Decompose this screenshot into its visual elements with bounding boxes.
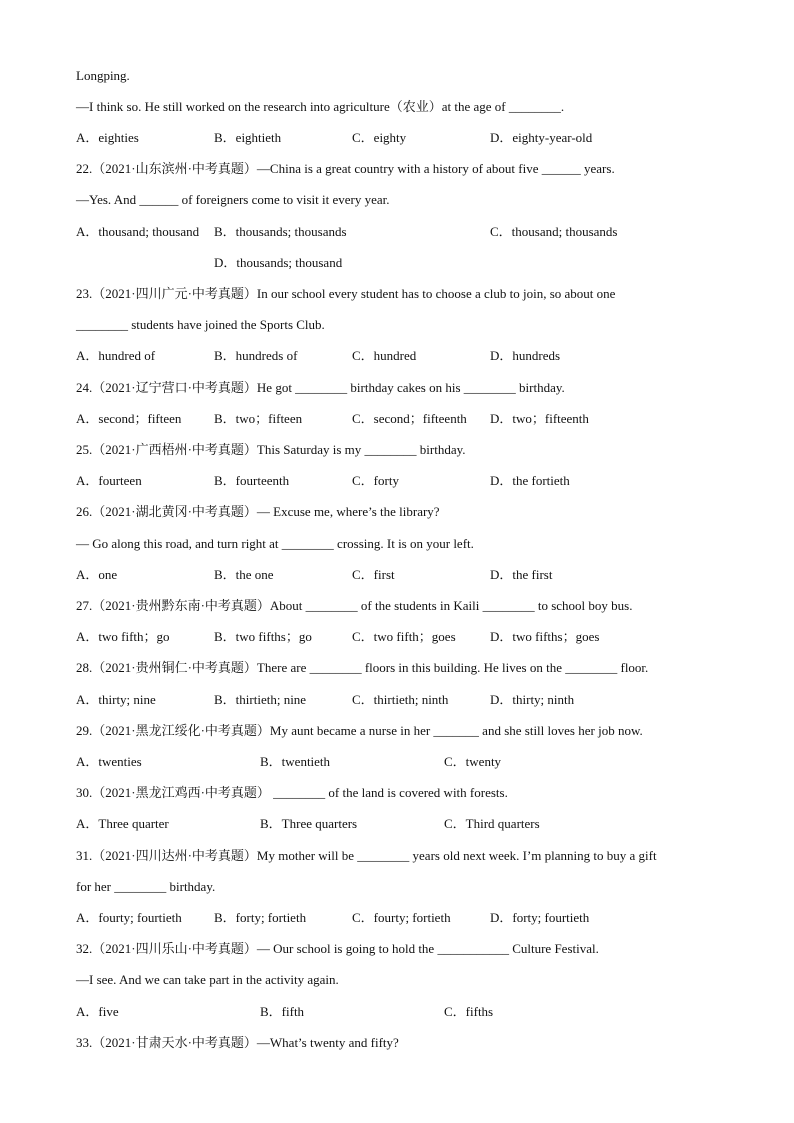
option-c: C．hundred xyxy=(352,348,417,363)
option-b: B．twentieth xyxy=(260,754,331,769)
option-a: A．thirty; nine xyxy=(76,692,156,707)
option-b: B．fifth xyxy=(260,1004,305,1019)
option-a: A．fourteen xyxy=(76,473,142,488)
text-line: —Yes. And ______ of foreigners come to visit it every year. xyxy=(76,192,390,207)
question-23: 23.（2021·四川广元·中考真题）In our school every student has to choose a club to join, so about one xyxy=(76,286,616,301)
option-b: B．thousands; thousands xyxy=(214,224,347,239)
option-d: D．the first xyxy=(490,567,553,582)
text-line: Longping. xyxy=(76,68,130,83)
question-26: 26.（2021·湖北黄冈·中考真题）— Excuse me, where’s the library? xyxy=(76,504,440,519)
text-line: — Go along this road, and turn right at ________ crossing. It is on your left. xyxy=(76,536,474,551)
question-30: 30.（2021·黑龙江鸡西·中考真题） ________ of the land is covered with forests. xyxy=(76,785,508,800)
option-d: D．thousands; thousand xyxy=(214,255,343,270)
option-a: A．Three quarter xyxy=(76,816,169,831)
option-c: C．thirtieth; ninth xyxy=(352,692,449,707)
option-b: B．forty; fortieth xyxy=(214,910,307,925)
question-22: 22.（2021·山东滨州·中考真题）—China is a great country with a history of about five ______ years. xyxy=(76,161,615,176)
option-b: B．the one xyxy=(214,567,274,582)
text-line: ________ students have joined the Sports Club. xyxy=(76,317,325,332)
option-c: C．first xyxy=(352,567,395,582)
question-28: 28.（2021·贵州铜仁·中考真题）There are ________ floors in this building. He lives on the ________ floor. xyxy=(76,660,649,675)
option-d: D．two fifths；goes xyxy=(490,629,600,644)
option-d: D．thirty; ninth xyxy=(490,692,575,707)
option-c: C．forty xyxy=(352,473,399,488)
question-33: 33.（2021·甘肃天水·中考真题）—What’s twenty and fifty? xyxy=(76,1035,399,1050)
option-d: D．two；fifteenth xyxy=(490,411,589,426)
option-b: B．Three quarters xyxy=(260,816,358,831)
option-c: C．Third quarters xyxy=(444,816,540,831)
text-line: —I see. And we can take part in the activity again. xyxy=(76,972,339,987)
option-b: B．two；fifteen xyxy=(214,411,303,426)
option-d: D．hundreds xyxy=(490,348,561,363)
option-b: B．eightieth xyxy=(214,130,282,145)
option-a: A．twenties xyxy=(76,754,142,769)
text-line: for her ________ birthday. xyxy=(76,879,216,894)
option-c: C．fourty; fortieth xyxy=(352,910,451,925)
question-32: 32.（2021·四川乐山·中考真题）— Our school is going to hold the ___________ Culture Festival. xyxy=(76,941,599,956)
option-a: A．one xyxy=(76,567,118,582)
option-a: A．fourty; fourtieth xyxy=(76,910,182,925)
option-d: D．eighty-year-old xyxy=(490,130,593,145)
option-d: D．the fortieth xyxy=(490,473,570,488)
option-a: A．five xyxy=(76,1004,119,1019)
option-a: A．eighties xyxy=(76,130,139,145)
option-a: A．hundred of xyxy=(76,348,156,363)
option-c: C．fifths xyxy=(444,1004,494,1019)
text-line: —I think so. He still worked on the research into agriculture（农业）at the age of ________. xyxy=(76,99,565,114)
option-c: C．eighty xyxy=(352,130,407,145)
option-d: D．forty; fourtieth xyxy=(490,910,590,925)
question-31: 31.（2021·四川达州·中考真题）My mother will be ________ years old next week. I’m planning to buy a gift xyxy=(76,848,657,863)
question-24: 24.（2021·辽宁营口·中考真题）He got ________ birthday cakes on his ________ birthday. xyxy=(76,380,565,395)
option-b: B．two fifths；go xyxy=(214,629,312,644)
option-b: B．thirtieth; nine xyxy=(214,692,307,707)
option-c: C．thousand; thousands xyxy=(490,224,618,239)
option-a: A．thousand; thousand xyxy=(76,224,200,239)
option-b: B．hundreds of xyxy=(214,348,298,363)
question-25: 25.（2021·广西梧州·中考真题）This Saturday is my ________ birthday. xyxy=(76,442,466,457)
option-c: C．second；fifteenth xyxy=(352,411,467,426)
option-c: C．twenty xyxy=(444,754,502,769)
option-c: C．two fifth；goes xyxy=(352,629,456,644)
option-b: B．fourteenth xyxy=(214,473,290,488)
option-a: A．two fifth；go xyxy=(76,629,170,644)
option-a: A．second；fifteen xyxy=(76,411,182,426)
question-27: 27.（2021·贵州黔东南·中考真题）About ________ of the students in Kaili ________ to school boy bus. xyxy=(76,598,633,613)
question-29: 29.（2021·黑龙江绥化·中考真题）My aunt became a nurse in her _______ and she still loves her job now. xyxy=(76,723,643,738)
